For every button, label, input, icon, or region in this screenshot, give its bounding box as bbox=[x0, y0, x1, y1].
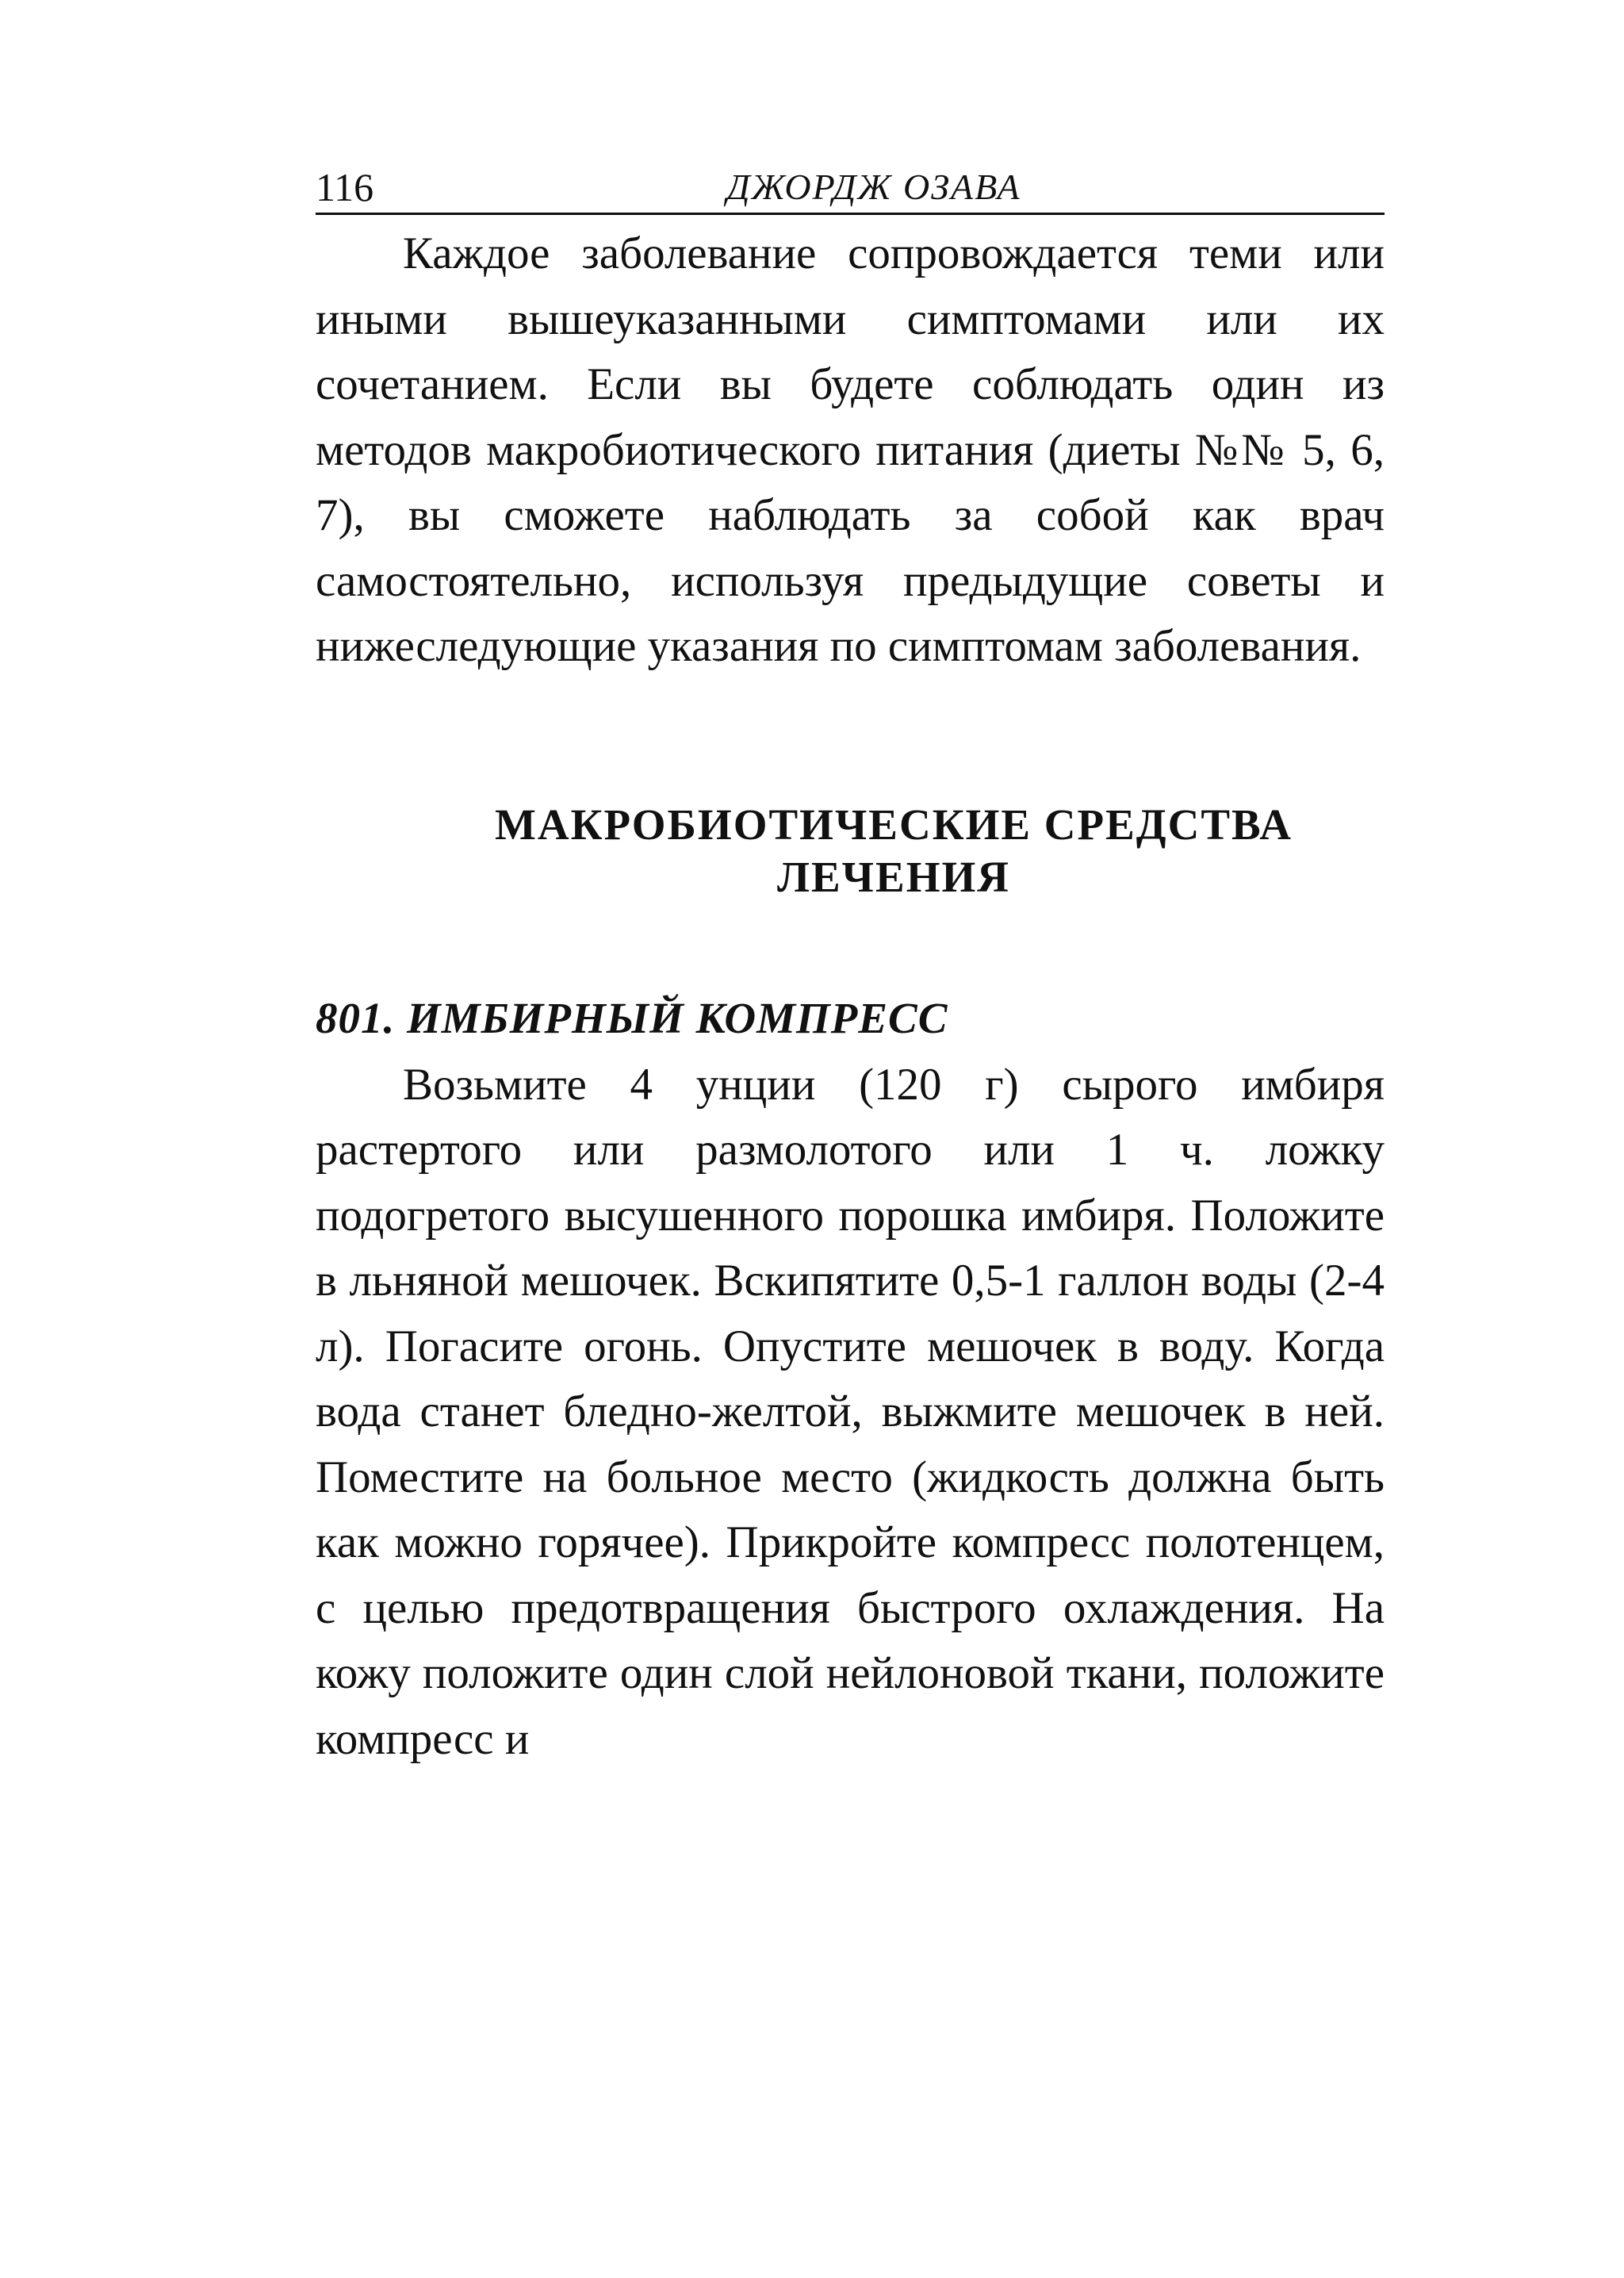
recipe-paragraph: Возьмите 4 унции (120 г) сырого имбиря растертого или размолотого или 1 ч. ложку подогретого высушенного порошка имбиря. Положите в льняной мешочек. Вскипятите 0,5-1 галлон воды (2-4 л). Погасите огонь. Опустите мешочек в воду. Когда вода станет бледно-желтой, выжмите мешочек в ней. Поместите на больное место (жидкость должна быть как можно горячее). Прикройте компресс полотенцем, с целью предотвращения быстрого охлаждения. На кожу положите один слой нейлоновой ткани, положите компресс и bbox=[316, 1059, 1385, 1764]
running-header bbox=[316, 159, 1385, 215]
section-heading-line-2: ЛЕЧЕНИЯ bbox=[777, 852, 1010, 901]
section-heading-line-1: МАКРОБИОТИЧЕСКИЕ СРЕДСТВА bbox=[494, 800, 1293, 849]
recipe-title: 801. ИМБИРНЫЙ КОМПРЕСС bbox=[316, 993, 948, 1042]
section-heading bbox=[316, 799, 1385, 903]
running-title: ДЖОРДЖ ОЗАВА bbox=[726, 167, 1021, 207]
page-number: 116 bbox=[316, 165, 374, 209]
intro-paragraph: Каждое заболевание сопровождается теми или иными вышеуказанными симптомами или их сочетанием. Если вы будете соблюдать один из методов макробиотического питания (диеты №№ 5, 6, 7), вы сможете наблюдать за собой как врач самостоятельно, используя предыдущие советы и нижеследующие указания по симптомам заболевания. bbox=[316, 228, 1385, 671]
book-page bbox=[316, 159, 1385, 1772]
